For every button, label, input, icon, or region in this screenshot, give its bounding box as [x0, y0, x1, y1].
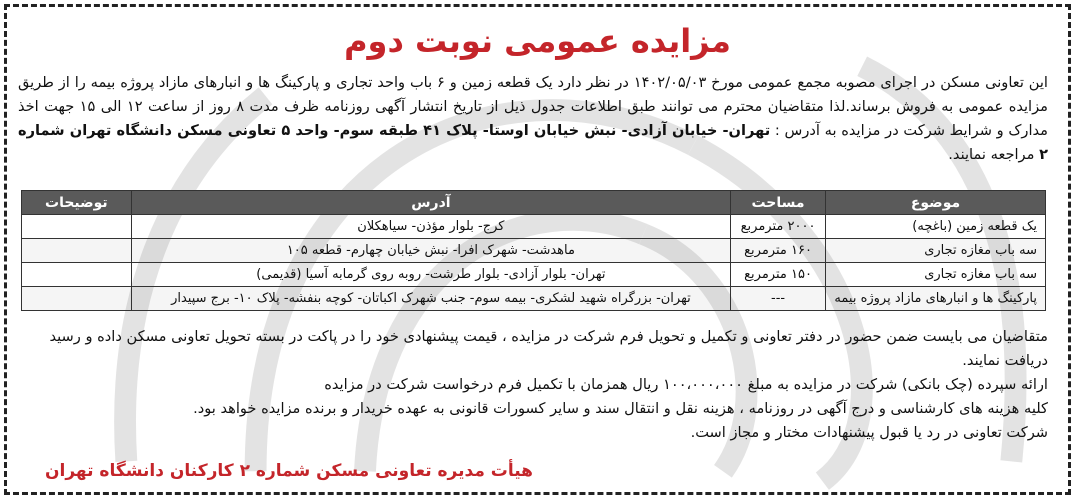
terms-paragraph-1: متقاضیان می بایست ضمن حضور در دفتر تعاونی و تکمیل و تحویل فرم شرکت در مزایده ، قیمت پیشنهادی خود را در پاکت در بسته تحویل تعاونی مسکن داده و رسید دریافت نمایند. [49, 328, 1048, 369]
terms-section [18, 325, 1048, 445]
table-row [22, 287, 1046, 311]
table-header-row [22, 191, 1046, 215]
header-area: مساحت [731, 191, 826, 215]
terms-paragraph-4: شرکت تعاونی در رد یا قبول پیشنهادات مختار و مجاز است. [690, 424, 1048, 441]
header-notes: توضیحات [22, 191, 132, 215]
terms-paragraph-2: ارائه سپرده (چک بانکی) شرکت در مزایده به مبلغ ۱۰۰،۰۰۰،۰۰۰ ریال همزمان با تکمیل فرم درخواست شرکت در مزایده [324, 376, 1048, 393]
cell-address: کرج- بلوار مؤذن- سیاهکلان [131, 215, 730, 239]
cell-area: ۲۰۰۰ مترمربع [731, 215, 826, 239]
ad-frame [4, 4, 1071, 495]
cell-subject: پارکینگ ها و انبارهای مازاد پروژه بیمه [826, 287, 1046, 311]
signature: هیأت مدیره تعاونی مسکن شماره ۲ کارکنان دانشگاه تهران [45, 461, 533, 481]
cell-notes [22, 239, 132, 263]
intro-closing: مراجعه نمایند. [948, 146, 1035, 163]
cell-address: ماهدشت- شهرک افرا- نبش خیابان چهارم- قطعه ۱۰۵ [131, 239, 730, 263]
cell-area: --- [731, 287, 826, 311]
cell-notes [22, 215, 132, 239]
cell-subject: سه باب مغازه تجاری [826, 239, 1046, 263]
header-address: آدرس [131, 191, 730, 215]
cell-notes [22, 287, 132, 311]
cell-notes [22, 263, 132, 287]
header-subject: موضوع [826, 191, 1046, 215]
cell-address: تهران- بلوار آزادی- بلوار طرشت- روبه روی گرمابه آسیا (قدیمی) [131, 263, 730, 287]
intro-paragraph [18, 71, 1048, 167]
cell-address: تهران- بزرگراه شهید لشکری- بیمه سوم- جنب شهرک اکباتان- کوچه بنفشه- پلاک ۱۰- برج سپیدار [131, 287, 730, 311]
table-row [22, 215, 1046, 239]
page-title: مزایده عمومی نوبت دوم [344, 22, 731, 60]
cell-subject: یک قطعه زمین (باغچه) [826, 215, 1046, 239]
cell-subject: سه باب مغازه تجاری [826, 263, 1046, 287]
cell-area: ۱۶۰ مترمربع [731, 239, 826, 263]
table-row [22, 239, 1046, 263]
table-row [22, 263, 1046, 287]
intro-text: این تعاونی مسکن در اجرای مصوبه مجمع عمومی مورخ ۱۴۰۲/۰۵/۰۳ در نظر دارد یک قطعه زمین و ۶ باب واحد تجاری و پارکینگ ها و انبارهای مازاد پروژه بیمه را از طریق مزایده عمومی به فروش برساند.لذا متقاضیان محترم می توانند طبق اطلاعات جدول ذیل از تاریخ انتشار آگهی روزنامه ظرف مدت ۸ روز از ساعت ۱۲ الی ۱۵ جهت اخذ مدارک و شرایط شرکت در مزایده به آدرس : [18, 74, 1048, 139]
cell-area: ۱۵۰ مترمربع [731, 263, 826, 287]
terms-paragraph-3: کلیه هزینه های کارشناسی و درج آگهی در روزنامه ، هزینه نقل و انتقال سند و سایر کسورات قانونی به عهده خریدار و برنده مزایده خواهد بود. [193, 400, 1048, 417]
listing-table [21, 190, 1046, 311]
intro-address: تهران- خیابان آزادی- نبش خیابان اوستا- پلاک ۴۱ طبقه سوم- واحد ۵ تعاونی مسکن دانشگاه تهران شماره ۲ [18, 122, 1048, 163]
